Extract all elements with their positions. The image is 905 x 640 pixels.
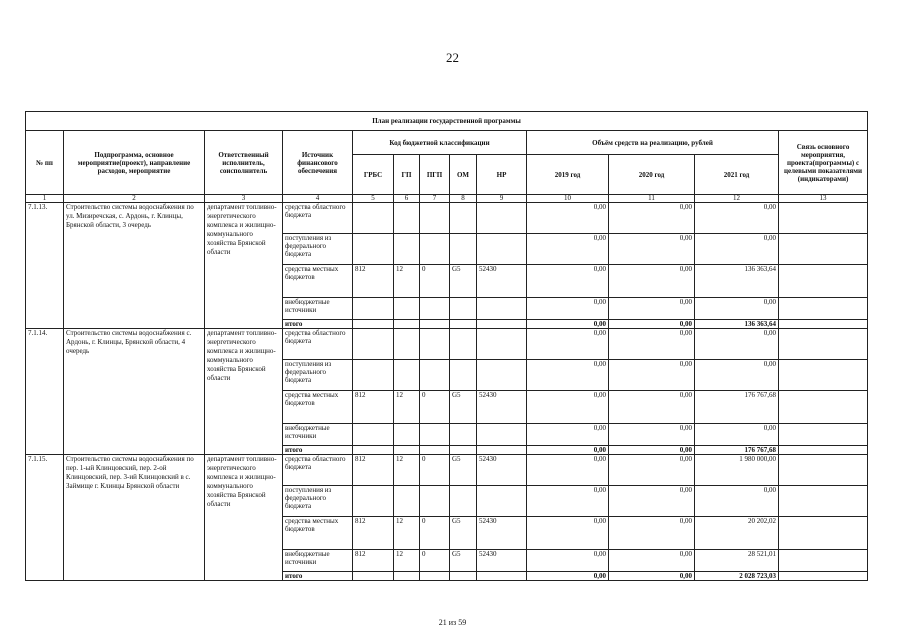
amount-2020: 0,00: [609, 455, 695, 486]
code-grbs: [353, 298, 394, 320]
code-nr: [477, 234, 527, 265]
header-link: Связь основного мероприятия, проекта(программы) с целевыми показателями (индикаторами): [779, 131, 868, 195]
header-nr: НР: [477, 155, 527, 195]
funding-source: средства областного бюджета: [283, 329, 353, 360]
funding-source: средства местных бюджетов: [283, 265, 353, 298]
amount-2021: 136 363,64: [695, 320, 779, 329]
amount-2019: 0,00: [527, 550, 609, 572]
amount-2020: 0,00: [609, 424, 695, 446]
indicator-link: [779, 360, 868, 391]
code-pgp: 0: [420, 265, 450, 298]
row-number: 7.1.14.: [26, 329, 64, 455]
activity-name: Строительство системы водоснабжения по ул. Мизиречская, с. Ардонь, г. Клинцы, Брянской области, 3 очередь: [64, 203, 205, 329]
row-number: 7.1.13.: [26, 203, 64, 329]
code-pgp: [420, 424, 450, 446]
amount-2020: 0,00: [609, 360, 695, 391]
header-2019: 2019 год: [527, 155, 609, 195]
code-gp: 12: [394, 517, 420, 550]
code-gp: [394, 298, 420, 320]
code-pgp: [420, 446, 450, 455]
code-grbs: 812: [353, 391, 394, 424]
amount-2019: 0,00: [527, 203, 609, 234]
code-nr: 52430: [477, 517, 527, 550]
column-number: 7: [420, 195, 450, 203]
code-om: [450, 203, 477, 234]
code-gp: [394, 424, 420, 446]
amount-2021: 176 767,68: [695, 391, 779, 424]
amount-2020: 0,00: [609, 391, 695, 424]
code-pgp: [420, 203, 450, 234]
code-nr: 52430: [477, 391, 527, 424]
code-om: [450, 572, 477, 581]
column-number: 10: [527, 195, 609, 203]
amount-2019: 0,00: [527, 517, 609, 550]
code-grbs: 812: [353, 455, 394, 486]
amount-2020: 0,00: [609, 203, 695, 234]
code-grbs: 812: [353, 550, 394, 572]
column-number: 1: [26, 195, 64, 203]
funding-source: поступления из федерального бюджета: [283, 234, 353, 265]
code-om: [450, 486, 477, 517]
amount-2021: 136 363,64: [695, 265, 779, 298]
amount-2019: 0,00: [527, 234, 609, 265]
code-nr: [477, 298, 527, 320]
header-num: № пп: [26, 131, 64, 195]
amount-2021: 0,00: [695, 424, 779, 446]
code-grbs: [353, 424, 394, 446]
funding-source: итого: [283, 320, 353, 329]
funding-source: итого: [283, 446, 353, 455]
code-grbs: [353, 572, 394, 581]
amount-2020: 0,00: [609, 550, 695, 572]
amount-2020: 0,00: [609, 298, 695, 320]
column-number: 12: [695, 195, 779, 203]
amount-2021: 176 767,68: [695, 446, 779, 455]
amount-2019: 0,00: [527, 486, 609, 517]
code-gp: 12: [394, 265, 420, 298]
code-nr: 52430: [477, 550, 527, 572]
row-number: 7.1.15.: [26, 455, 64, 581]
indicator-link: [779, 203, 868, 234]
code-pgp: [420, 360, 450, 391]
indicator-link: [779, 486, 868, 517]
table-body: [26, 203, 868, 581]
amount-2021: 0,00: [695, 203, 779, 234]
code-om: G5: [450, 265, 477, 298]
column-number: 9: [477, 195, 527, 203]
code-nr: [477, 424, 527, 446]
header-pgp: ПГП: [420, 155, 450, 195]
code-grbs: 812: [353, 265, 394, 298]
header-gp: ГП: [394, 155, 420, 195]
code-gp: [394, 234, 420, 265]
indicator-link: [779, 550, 868, 572]
funding-source: внебюджетные источники: [283, 550, 353, 572]
funding-source: внебюджетные источники: [283, 424, 353, 446]
amount-2021: 0,00: [695, 486, 779, 517]
code-om: [450, 360, 477, 391]
column-number: 3: [205, 195, 283, 203]
amount-2019: 0,00: [527, 572, 609, 581]
code-om: [450, 234, 477, 265]
code-gp: [394, 360, 420, 391]
indicator-link: [779, 234, 868, 265]
responsible-executor: департамент топливно-энергетического комплекса и жилищно-коммунального хозяйства Брянской области: [205, 329, 283, 455]
funding-source: поступления из федерального бюджета: [283, 486, 353, 517]
code-nr: [477, 360, 527, 391]
code-pgp: [420, 572, 450, 581]
amount-2021: 20 202,02: [695, 517, 779, 550]
code-pgp: [420, 329, 450, 360]
indicator-link: [779, 391, 868, 424]
amount-2019: 0,00: [527, 424, 609, 446]
column-number: 4: [283, 195, 353, 203]
header-funds: Объём средств на реализацию, рублей: [527, 131, 779, 155]
activity-name: Строительство системы водоснабжения по пер. 1-ый Клинцовский, пер. 2-ой Клинцовский, пер. 3-ий Клинцовский в с. Займище г. Клинцы Брянской области: [64, 455, 205, 581]
funding-source: поступления из федерального бюджета: [283, 360, 353, 391]
code-om: G5: [450, 517, 477, 550]
amount-2019: 0,00: [527, 391, 609, 424]
amount-2019: 0,00: [527, 360, 609, 391]
code-om: [450, 329, 477, 360]
header-om: ОМ: [450, 155, 477, 195]
indicator-link: [779, 572, 868, 581]
code-nr: [477, 329, 527, 360]
code-nr: [477, 203, 527, 234]
amount-2020: 0,00: [609, 486, 695, 517]
code-nr: 52430: [477, 455, 527, 486]
amount-2021: 0,00: [695, 329, 779, 360]
column-number: 2: [64, 195, 205, 203]
table-row: [26, 203, 868, 234]
amount-2021: 0,00: [695, 298, 779, 320]
amount-2019: 0,00: [527, 455, 609, 486]
header-executor: Ответственный исполнитель, соисполнитель: [205, 131, 283, 195]
code-gp: 12: [394, 391, 420, 424]
header-2020: 2020 год: [609, 155, 695, 195]
code-om: G5: [450, 550, 477, 572]
amount-2021: 0,00: [695, 234, 779, 265]
code-pgp: 0: [420, 391, 450, 424]
code-gp: [394, 486, 420, 517]
funding-source: внебюджетные источники: [283, 298, 353, 320]
code-nr: [477, 486, 527, 517]
code-om: [450, 320, 477, 329]
code-grbs: [353, 203, 394, 234]
code-pgp: 0: [420, 550, 450, 572]
responsible-executor: департамент топливно-энергетического комплекса и жилищно-коммунального хозяйства Брянской области: [205, 455, 283, 581]
code-grbs: [353, 360, 394, 391]
code-om: G5: [450, 455, 477, 486]
indicator-link: [779, 265, 868, 298]
code-gp: 12: [394, 550, 420, 572]
column-number: 8: [450, 195, 477, 203]
indicator-link: [779, 424, 868, 446]
activity-name: Строительство системы водоснабжения с. Ардонь, г. Клинцы, Брянской области, 4 очередь: [64, 329, 205, 455]
column-number: 5: [353, 195, 394, 203]
funding-source: средства областного бюджета: [283, 455, 353, 486]
code-gp: [394, 446, 420, 455]
table-caption: План реализации государственной программы: [26, 112, 868, 131]
funding-source: средства местных бюджетов: [283, 391, 353, 424]
table-row: [26, 455, 868, 486]
header-budget-code: Код бюджетной классификации: [353, 131, 527, 155]
indicator-link: [779, 455, 868, 486]
header-name: Подпрограмма, основное мероприятие(проект), направление расходов, мероприятие: [64, 131, 205, 195]
code-om: [450, 298, 477, 320]
indicator-link: [779, 298, 868, 320]
amount-2021: 2 028 723,03: [695, 572, 779, 581]
code-nr: [477, 446, 527, 455]
amount-2019: 0,00: [527, 320, 609, 329]
code-pgp: [420, 320, 450, 329]
header-source: Источник финансового обеспечения: [283, 131, 353, 195]
code-grbs: [353, 486, 394, 517]
code-grbs: [353, 320, 394, 329]
amount-2020: 0,00: [609, 517, 695, 550]
page-footer: 21 из 59: [438, 618, 467, 627]
amount-2019: 0,00: [527, 265, 609, 298]
column-number: 11: [609, 195, 695, 203]
indicator-link: [779, 517, 868, 550]
indicator-link: [779, 446, 868, 455]
header-2021: 2021 год: [695, 155, 779, 195]
amount-2019: 0,00: [527, 329, 609, 360]
responsible-executor: департамент топливно-энергетического комплекса и жилищно-коммунального хозяйства Брянской области: [205, 203, 283, 329]
funding-source: итого: [283, 572, 353, 581]
code-pgp: [420, 298, 450, 320]
code-nr: [477, 572, 527, 581]
code-gp: 12: [394, 455, 420, 486]
amount-2021: 28 521,01: [695, 550, 779, 572]
code-gp: [394, 572, 420, 581]
code-grbs: 812: [353, 517, 394, 550]
amount-2019: 0,00: [527, 446, 609, 455]
code-om: G5: [450, 391, 477, 424]
code-gp: [394, 320, 420, 329]
code-grbs: [353, 329, 394, 360]
code-gp: [394, 203, 420, 234]
amount-2021: 0,00: [695, 360, 779, 391]
code-om: [450, 424, 477, 446]
amount-2020: 0,00: [609, 320, 695, 329]
code-nr: [477, 320, 527, 329]
code-pgp: 0: [420, 517, 450, 550]
amount-2020: 0,00: [609, 329, 695, 360]
funding-source: средства областного бюджета: [283, 203, 353, 234]
implementation-plan-table: [25, 111, 868, 581]
page-number: 22: [446, 50, 459, 65]
code-pgp: [420, 234, 450, 265]
code-nr: 52430: [477, 265, 527, 298]
code-gp: [394, 329, 420, 360]
column-number: 6: [394, 195, 420, 203]
header-grbs: ГРБС: [353, 155, 394, 195]
code-grbs: [353, 234, 394, 265]
amount-2019: 0,00: [527, 298, 609, 320]
code-pgp: 0: [420, 455, 450, 486]
column-numbers-row: [26, 195, 868, 203]
table-row: [26, 329, 868, 360]
column-number: 13: [779, 195, 868, 203]
code-pgp: [420, 486, 450, 517]
amount-2020: 0,00: [609, 265, 695, 298]
amount-2020: 0,00: [609, 446, 695, 455]
amount-2021: 1 980 000,00: [695, 455, 779, 486]
code-om: [450, 446, 477, 455]
code-grbs: [353, 446, 394, 455]
funding-source: средства местных бюджетов: [283, 517, 353, 550]
amount-2020: 0,00: [609, 234, 695, 265]
amount-2020: 0,00: [609, 572, 695, 581]
indicator-link: [779, 320, 868, 329]
indicator-link: [779, 329, 868, 360]
